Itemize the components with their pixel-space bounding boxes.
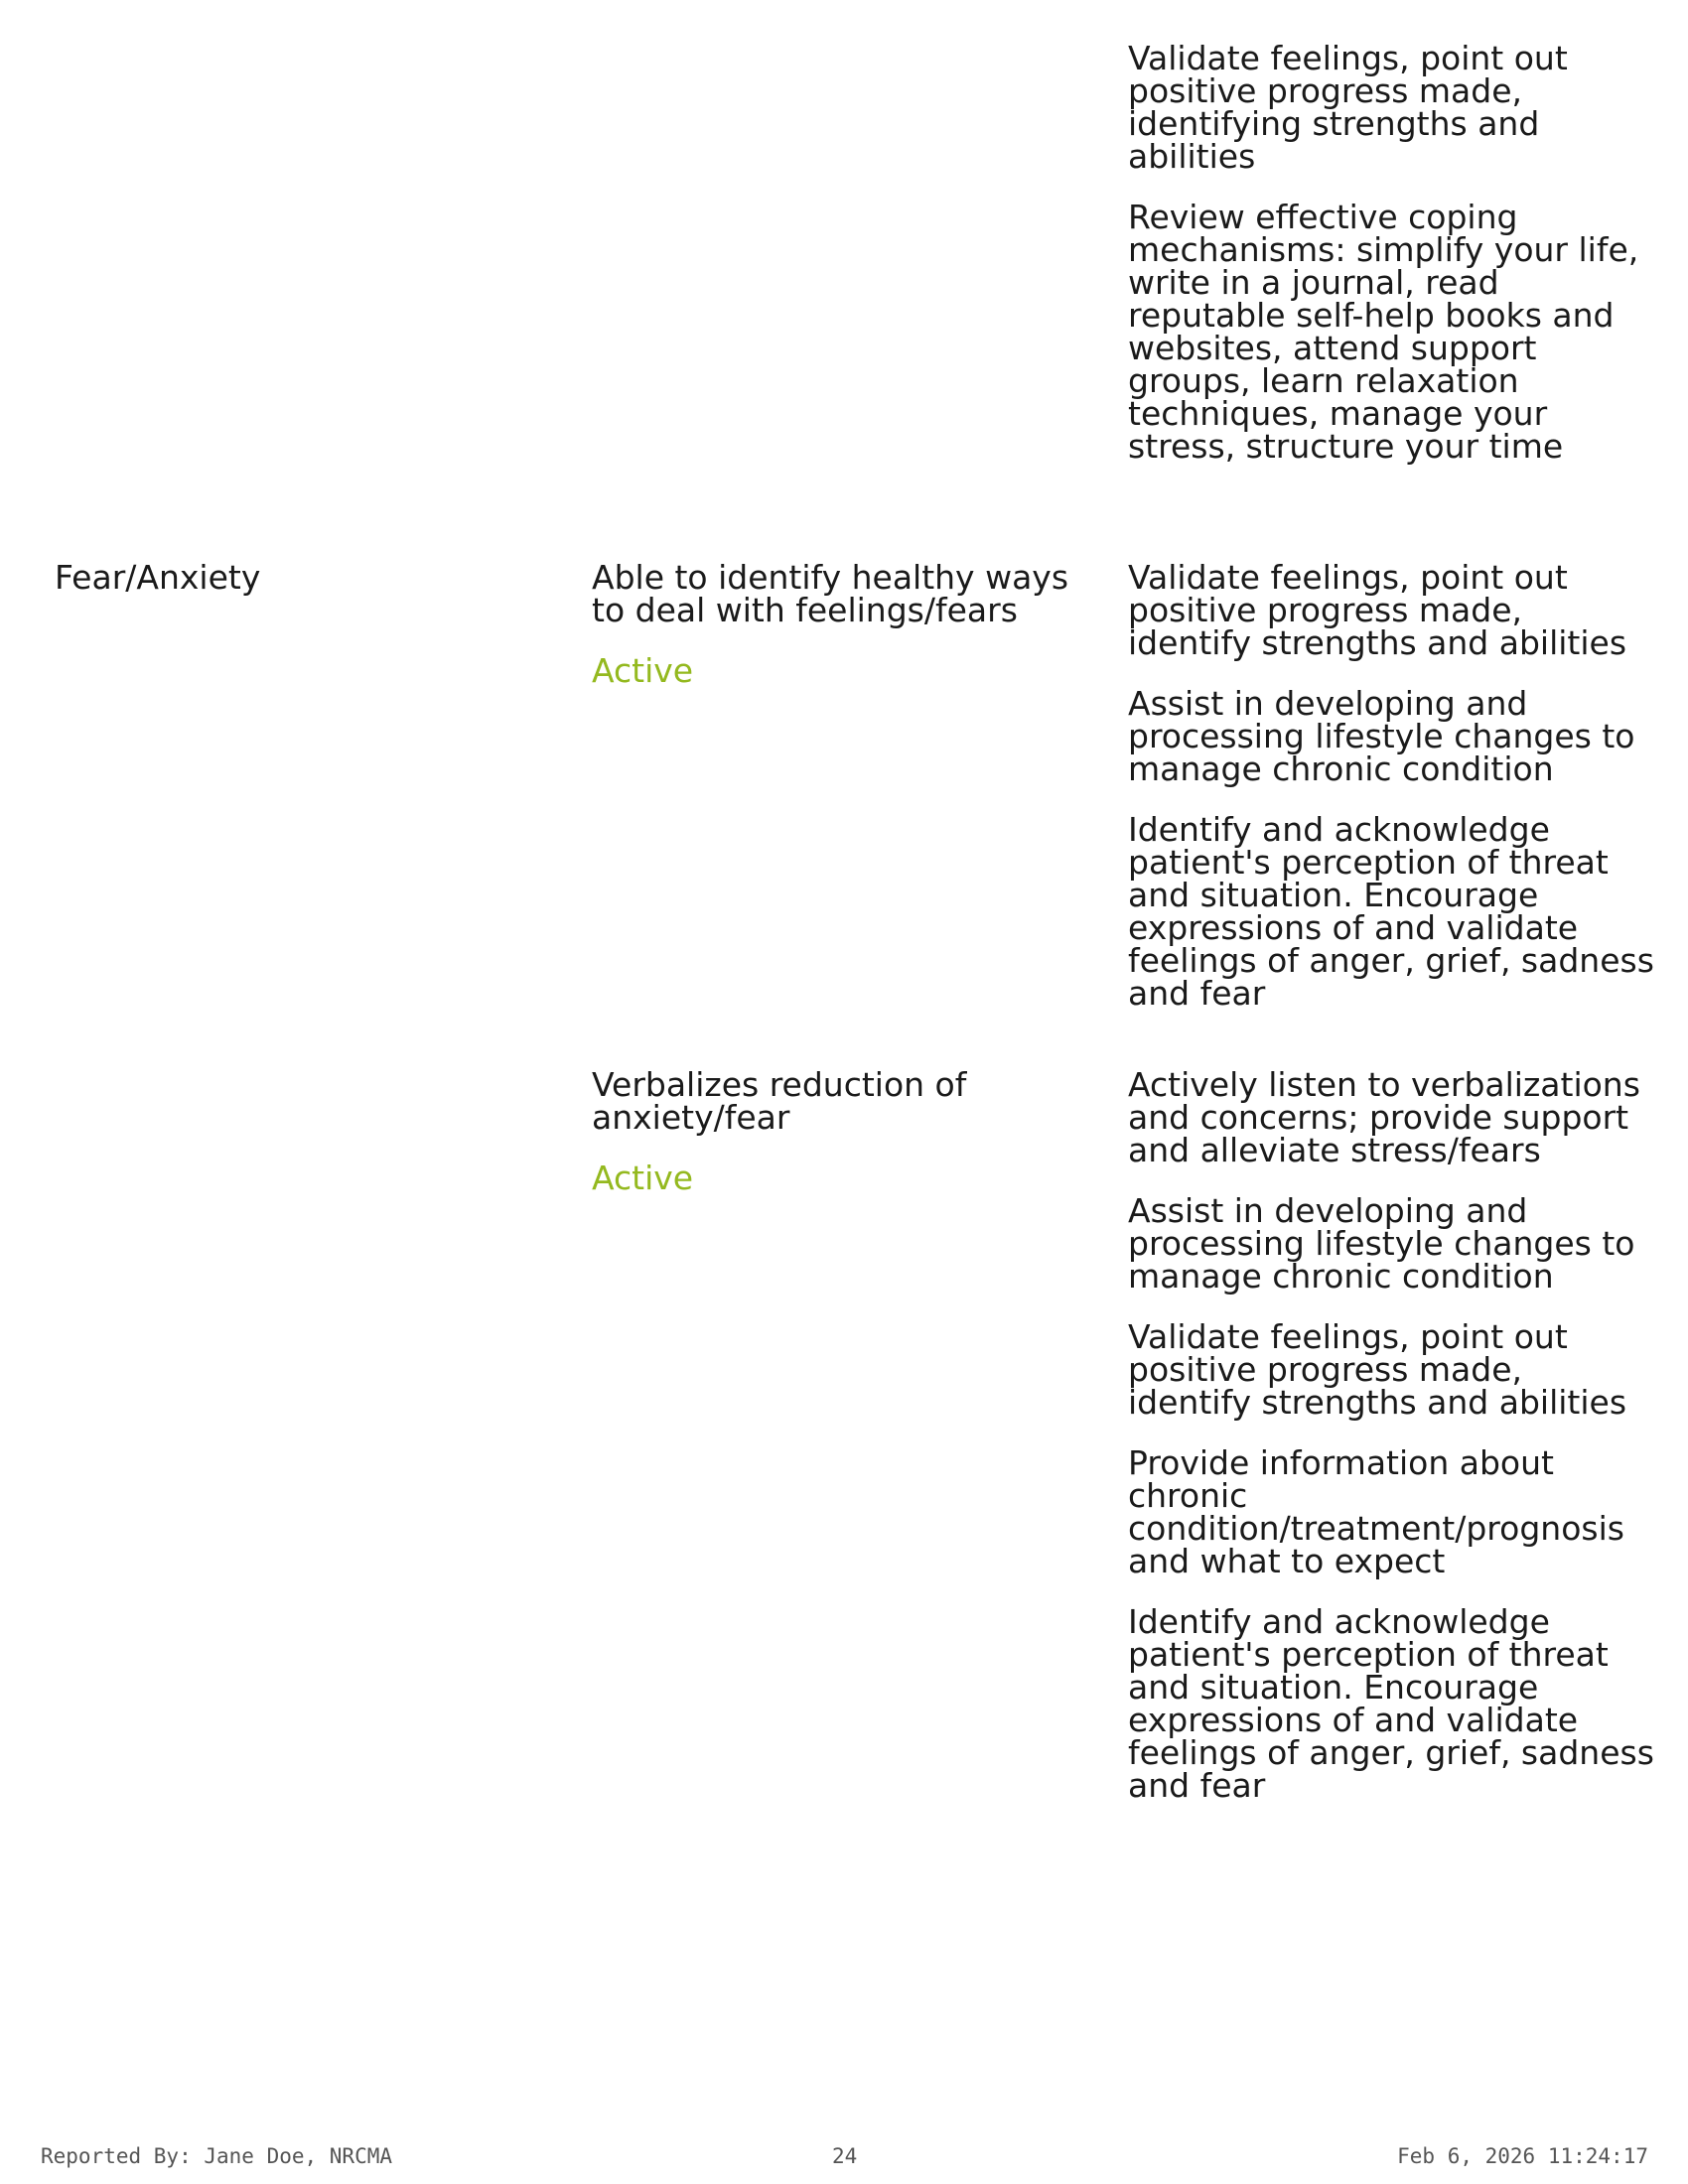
goal-1-interventions xyxy=(1128,558,1654,1037)
goal-text: Verbalizes reduction of anxiety/fear xyxy=(592,1065,967,1137)
problem-column xyxy=(55,558,261,597)
intervention-text: Identify and acknowledge patient's perception of threat and situation. Encourage expressions of and validate feelings of anger, grief, sadness and fear xyxy=(1128,1602,1654,1805)
goal-status: Active xyxy=(592,651,694,690)
goal-status: Active xyxy=(592,1159,694,1197)
intervention-text: Actively listen to verbalizations and concerns; provide support and alleviate stress/fears xyxy=(1128,1065,1640,1169)
intervention-text: Assist in developing and processing lifestyle changes to manage chronic condition xyxy=(1128,1191,1635,1296)
goal-text: Able to identify healthy ways to deal with feelings/fears xyxy=(592,558,1069,629)
intervention-text: Validate feelings, point out positive progress made, identifying strengths and abilities xyxy=(1128,39,1568,176)
goal-2 xyxy=(592,1065,1108,1197)
problem-label: Fear/Anxiety xyxy=(55,558,261,597)
intervention-text: Assist in developing and processing lifestyle changes to manage chronic condition xyxy=(1128,684,1635,788)
continuation-interventions xyxy=(1128,39,1654,490)
intervention-text: Validate feelings, point out positive progress made, identify strengths and abilities xyxy=(1128,558,1627,662)
goal-2-interventions xyxy=(1128,1065,1654,1830)
intervention-text: Provide information about chronic condition/treatment/prognosis and what to expect xyxy=(1128,1443,1624,1580)
intervention-text: Review effective coping mechanisms: simplify your life, write in a journal, read reputable self-help books and websites, attend support groups, learn relaxation techniques, manage your stress, structure your time xyxy=(1128,198,1639,466)
intervention-text: Validate feelings, point out positive progress made, identify strengths and abilities xyxy=(1128,1317,1627,1422)
footer-timestamp: Feb 6, 2026 11:24:17 xyxy=(1397,2144,1648,2168)
footer-reported-by: Reported By: Jane Doe, NRCMA xyxy=(41,2144,393,2168)
intervention-text: Identify and acknowledge patient's perception of threat and situation. Encourage expressions of and validate feelings of anger, grief, sadness and fear xyxy=(1128,810,1654,1013)
goal-1 xyxy=(592,558,1108,690)
footer-page-number: 24 xyxy=(832,2144,858,2168)
